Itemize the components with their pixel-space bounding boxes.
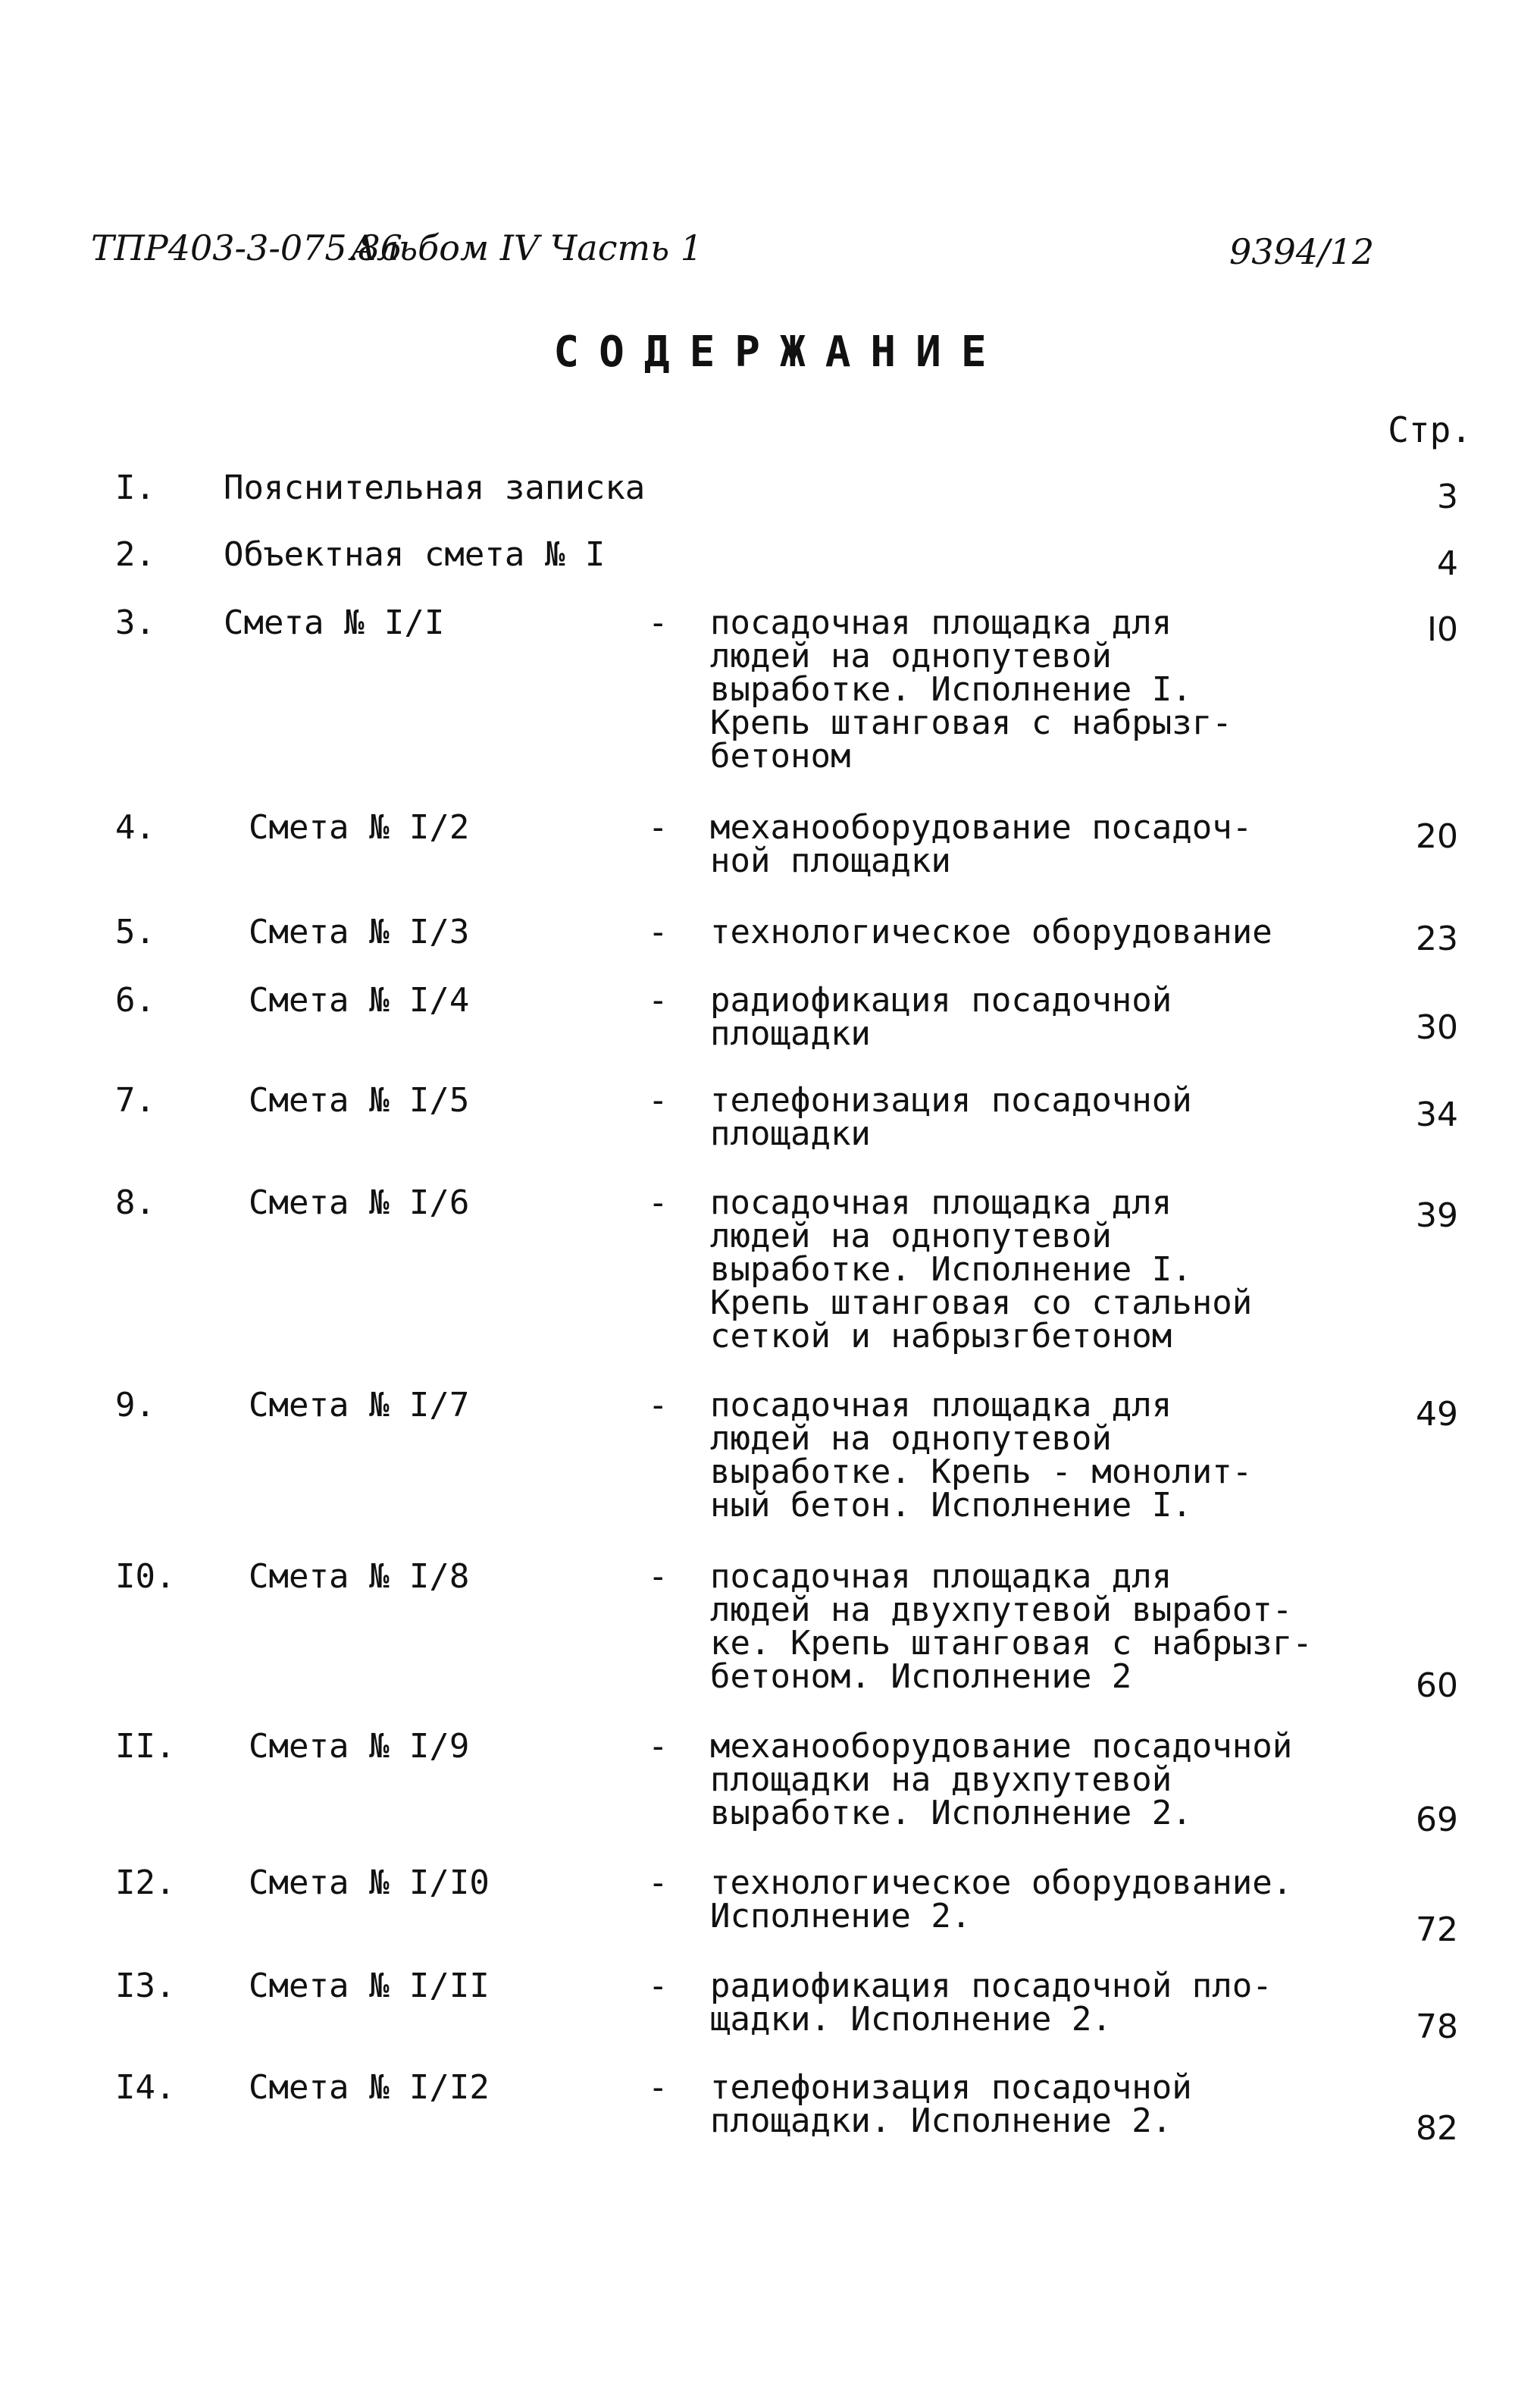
entry-number: 3. — [115, 603, 155, 642]
entry-description: телефонизация посадочной площадки — [710, 1081, 1192, 1153]
entry-dash: - — [648, 1863, 668, 1902]
entry-name: Смета № I/2 — [249, 808, 470, 847]
entry-number: 2. — [115, 535, 155, 574]
page-column-label: Стр. — [1388, 409, 1472, 450]
entry-name: Объектная смета № I — [224, 535, 606, 574]
entry-description: посадочная площадка для людей на однопутевой выработке. Исполнение I. Крепь штанговая со стальной сеткой и набрызгбетоном — [710, 1183, 1253, 1356]
entry-page-number: 4 — [1437, 544, 1458, 583]
entry-description: телефонизация посадочной площадки. Исполнение 2. — [710, 2068, 1192, 2140]
entry-number: II. — [115, 1727, 176, 1766]
entry-dash: - — [648, 1557, 668, 1596]
entry-page-number: 20 — [1416, 817, 1458, 856]
entry-name: Смета № I/II — [249, 1967, 490, 2005]
entry-dash: - — [648, 603, 668, 642]
entry-number: 6. — [115, 981, 155, 1020]
entry-page-number: 34 — [1416, 1095, 1458, 1134]
entry-name: Смета № I/I0 — [249, 1863, 490, 1902]
entry-name: Пояснительная записка — [224, 469, 646, 507]
entry-page-number: I0 — [1427, 610, 1458, 649]
entry-description: посадочная площадка для людей на однопутевой выработке. Исполнение I. Крепь штанговая с набрызг- бетоном — [710, 603, 1232, 776]
entry-description: посадочная площадка для людей на однопутевой выработке. Крепь - монолит- ный бетон. Исполнение I. — [710, 1386, 1253, 1525]
entry-page-number: 78 — [1416, 2007, 1458, 2046]
entry-number: 4. — [115, 808, 155, 847]
entry-name: Смета № I/9 — [249, 1727, 470, 1766]
entry-number: 7. — [115, 1081, 155, 1120]
entry-page-number: 49 — [1416, 1395, 1458, 1434]
entry-description: механооборудование посадоч- ной площадки — [710, 808, 1253, 880]
entry-page-number: 30 — [1416, 1008, 1458, 1047]
page-title: СОДЕРЖАНИЕ — [553, 328, 1006, 377]
album-label: Альбом IV Часть 1 — [350, 227, 703, 268]
entry-dash: - — [648, 981, 668, 1020]
entry-dash: - — [648, 808, 668, 847]
entry-page-number: 3 — [1437, 478, 1458, 516]
entry-page-number: 69 — [1416, 1801, 1458, 1839]
entry-page-number: 60 — [1416, 1666, 1458, 1705]
entry-number: I0. — [115, 1557, 176, 1596]
entry-dash: - — [648, 913, 668, 951]
entry-name: Смета № I/5 — [249, 1081, 470, 1120]
doc-number: 9394/12 — [1229, 231, 1375, 272]
entry-page-number: 72 — [1416, 1910, 1458, 1949]
entry-number: I3. — [115, 1967, 176, 2005]
entry-dash: - — [648, 1967, 668, 2005]
entry-name: Смета № I/6 — [249, 1183, 470, 1222]
entry-dash: - — [648, 1183, 668, 1222]
entry-number: I4. — [115, 2068, 176, 2107]
doc-code: ТПР403-3-075.86 — [91, 227, 402, 268]
entry-number: 5. — [115, 913, 155, 951]
entry-page-number: 39 — [1416, 1196, 1458, 1235]
entry-name: Смета № I/8 — [249, 1557, 470, 1596]
entry-description: технологическое оборудование. Исполнение 2. — [710, 1863, 1293, 1935]
entry-description: посадочная площадка для людей на двухпутевой выработ- ке. Крепь штанговая с набрызг- бетоном. Исполнение 2 — [710, 1557, 1313, 1696]
entry-description: механооборудование посадочной площадки на двухпутевой выработке. Исполнение 2. — [710, 1727, 1293, 1832]
entry-description: радиофикация посадочной пло- щадки. Исполнение 2. — [710, 1967, 1272, 2039]
entry-number: I. — [115, 469, 155, 507]
entry-name: Смета № I/3 — [249, 913, 470, 951]
entry-dash: - — [648, 1081, 668, 1120]
entry-dash: - — [648, 1727, 668, 1766]
entry-number: 8. — [115, 1183, 155, 1222]
entry-description: радиофикация посадочной площадки — [710, 981, 1172, 1053]
entry-description: технологическое оборудование — [710, 913, 1272, 951]
entry-name: Смета № I/4 — [249, 981, 470, 1020]
entry-number: 9. — [115, 1386, 155, 1424]
entry-name: Смета № I/I — [224, 603, 445, 642]
entry-page-number: 82 — [1416, 2109, 1458, 2148]
entry-dash: - — [648, 1386, 668, 1424]
entry-name: Смета № I/I2 — [249, 2068, 490, 2107]
entry-dash: - — [648, 2068, 668, 2107]
entry-name: Смета № I/7 — [249, 1386, 470, 1424]
entry-number: I2. — [115, 1863, 176, 1902]
entry-page-number: 23 — [1416, 920, 1458, 958]
